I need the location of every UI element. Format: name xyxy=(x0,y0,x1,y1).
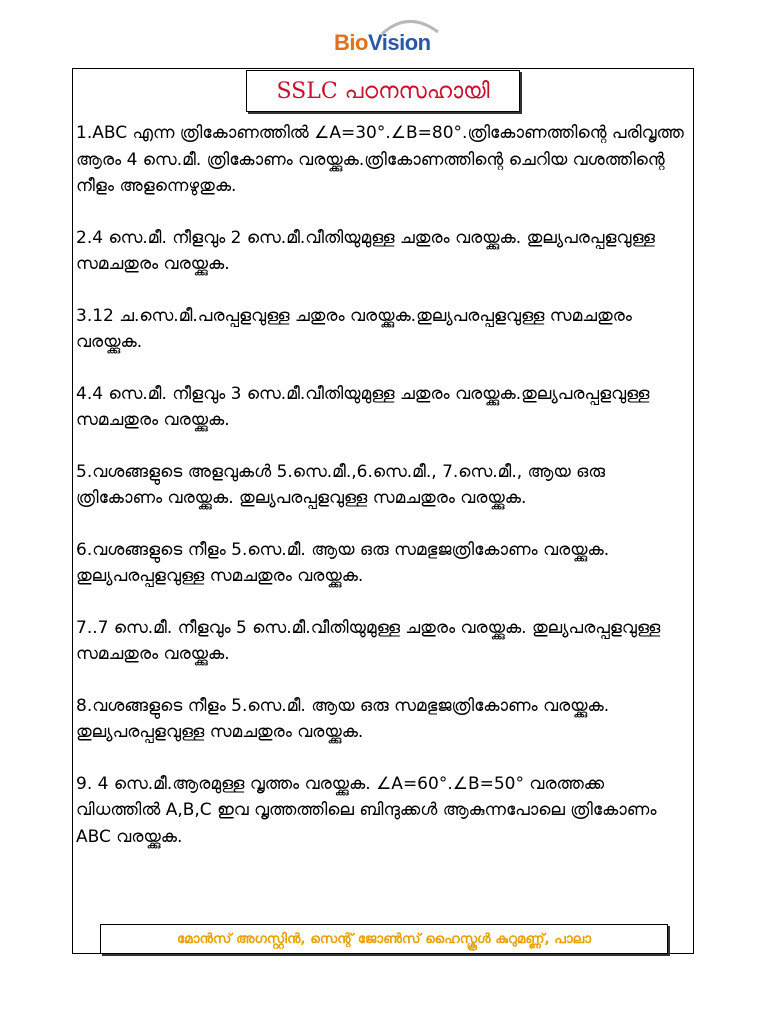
question-item: 1.ABC എന്ന ത്രികോണത്തിൽ ∠A=30°.∠B=80°.ത്രികോണത്തിന്റെ പരിവൃത്ത ആരം 4 സെ.മീ. ത്രികോണം വരയ്ക്കുക.ത്രികോണത്തിന്റെ ചെറിയ വശത്തിന്റെ നീളം അളന്നെഴുതുക. xyxy=(76,123,684,196)
question-item: 7..7 സെ.മീ. നീളവും 5 സെ.മീ.വീതിയുമുള്ള ചതുരം വരയ്ക്കുക. തുല്യപരപ്പളവുള്ള സമചതുരം വരയ്ക്കുക. xyxy=(76,617,661,664)
question-item: 6.വശങ്ങളുടെ നീളം 5.സെ.മീ. ആയ ഒരു സമഭുജത്രികോണം വരയ്ക്കുക. തുല്യപരപ്പളവുള്ള സമചതുരം വരയ്ക്കുക. xyxy=(76,539,610,586)
logo-vision-text: Vision xyxy=(367,30,431,55)
question-item: 3.12 ച.സെ.മീ.പരപ്പളവുള്ള ചതുരം വരയ്ക്കുക.തുല്യപരപ്പളവുള്ള സമചതുരം വരയ്ക്കുക. xyxy=(76,305,632,352)
question-item: 9. 4 സെ.മീ.ആരമുള്ള വൃത്തം വരയ്ക്കുക. ∠A=60°.∠B=50° വരത്തക്ക വിധത്തിൽ A,B,C ഇവ വൃത്തത്തിലെ ബിന്ദുക്കൾ ആകുന്നപോലെ ത്രികോണം ABC വരയ്ക്കുക. xyxy=(76,773,657,847)
biovision-logo xyxy=(330,12,454,56)
question-item: 4.4 സെ.മീ. നീളവും 3 സെ.മീ.വീതിയുമുള്ള ചതുരം വരയ്ക്കുക.തുല്യപരപ്പളവുള്ള സമചതുരം വരയ്ക്കുക. xyxy=(76,383,650,430)
page-title: SSLC പഠനസഹായി xyxy=(246,70,520,112)
question-item: 2.4 സെ.മീ. നീളവും 2 സെ.മീ.വീതിയുമുള്ള ചതുരം വരയ്ക്കുക. തുല്യപരപ്പളവുള്ള സമചതുരം വരയ്ക്കുക. xyxy=(76,227,655,274)
question-list xyxy=(76,120,690,875)
question-item: 8.വശങ്ങളുടെ നീളം 5.സെ.മീ. ആയ ഒരു സമഭുജത്രികോണം വരയ്ക്കുക. തുല്യപരപ്പളവുള്ള സമചതുരം വരയ്ക്കുക. xyxy=(76,695,610,742)
logo-bio-text: Bio xyxy=(334,30,368,55)
author-footer: മോൻസ് അഗസ്റ്റിൻ, സെന്റ് ജോൺസ് ഹൈസ്കൂൾ കുറുമണ്ണ്, പാലാ xyxy=(100,924,668,954)
logo-text xyxy=(334,30,431,56)
question-item: 5.വശങ്ങളുടെ അളവുകൾ 5.സെ.മീ.,6.സെ.മീ., 7.സെ.മീ., ആയ ഒരു ത്രികോണം വരയ്ക്കുക. തുല്യപരപ്പളവുള്ള സമചതുരം വരയ്ക്കുക. xyxy=(76,461,606,508)
